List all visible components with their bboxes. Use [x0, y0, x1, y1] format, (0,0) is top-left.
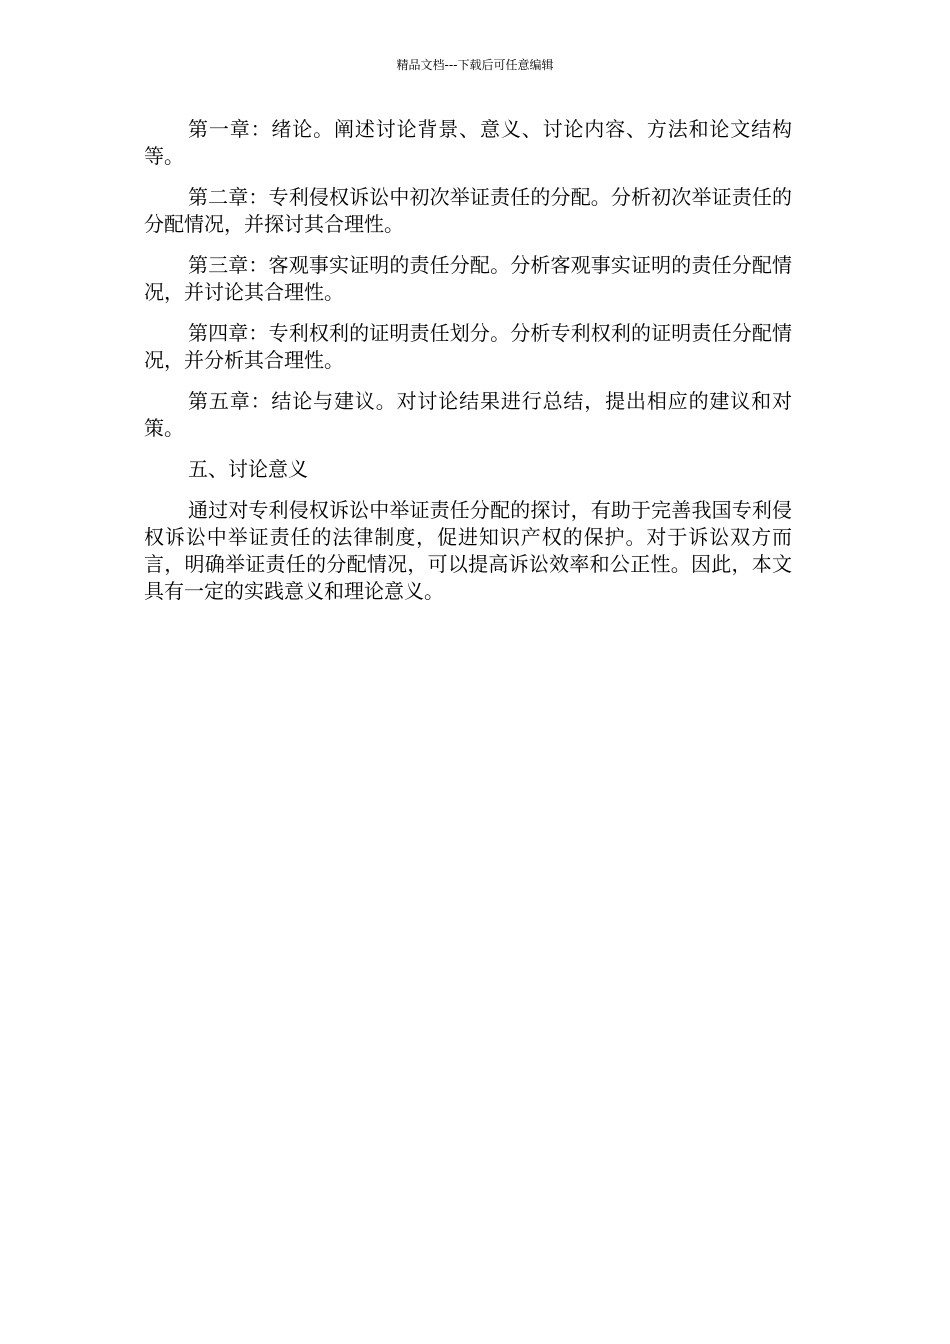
paragraph-significance: 通过对专利侵权诉讼中举证责任分配的探讨，有助于完善我国专利侵权诉讼中举证责任的法律制度，促进知识产权的保护。对于诉讼双方而言，明确举证责任的分配情况，可以提高诉讼效率和公正性。因此，本文具有一定的实践意义和理论意义。	[144, 498, 792, 603]
paragraph-chapter-2: 第二章：专利侵权诉讼中初次举证责任的分配。分析初次举证责任的分配情况，并探讨其合理性。	[144, 185, 792, 236]
section-heading-significance: 五、讨论意义	[188, 457, 308, 481]
paragraph-chapter-4: 第四章：专利权利的证明责任划分。分析专利权利的证明责任分配情况，并分析其合理性。	[144, 321, 792, 372]
document-body	[144, 116, 792, 619]
paragraph-chapter-1: 第一章：绪论。阐述讨论背景、意义、讨论内容、方法和论文结构等。	[144, 117, 792, 168]
paragraph-chapter-3: 第三章：客观事实证明的责任分配。分析客观事实证明的责任分配情况，并讨论其合理性。	[144, 253, 792, 304]
page-header: 精品文档---下载后可任意编辑	[396, 58, 554, 72]
paragraph-chapter-5: 第五章：结论与建议。对讨论结果进行总结，提出相应的建议和对策。	[144, 389, 792, 440]
